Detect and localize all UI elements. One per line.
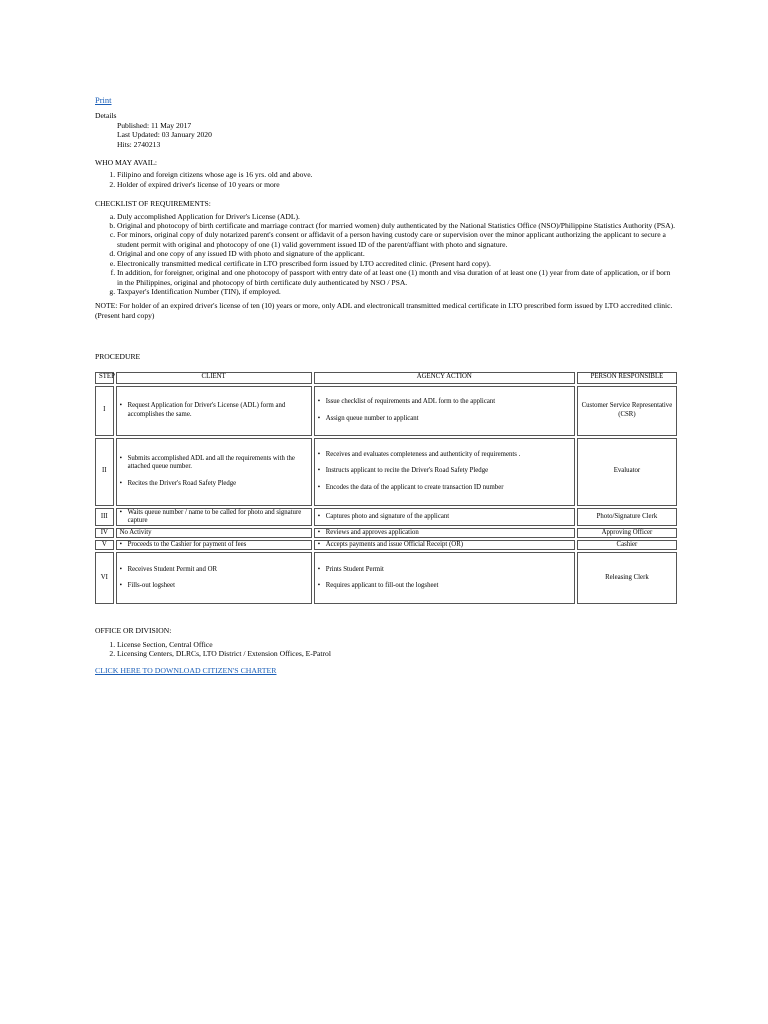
client-action: • Waits queue number / name to be called for photo and signature capture xyxy=(120,509,308,525)
agency-action: • Instructs applicant to recite the Driver's Road Safety Pledge xyxy=(318,467,571,475)
agency-cell xyxy=(314,528,575,538)
download-charter-link[interactable]: CLICK HERE TO DOWNLOAD CITIZEN'S CHARTER xyxy=(95,665,277,675)
client-action: • Proceeds to the Cashier for payment of fees xyxy=(120,541,308,549)
procedure-heading: PROCEDURE xyxy=(95,352,141,362)
list-item: g. Taxpayer's Identification Number (TIN), if employed. xyxy=(117,287,678,296)
print-link[interactable]: Print xyxy=(95,95,112,105)
step-cell: I xyxy=(95,386,114,436)
client-cell xyxy=(116,438,312,506)
step-cell: III xyxy=(95,508,114,526)
step-cell: VI xyxy=(95,552,114,604)
step-cell: V xyxy=(95,540,114,550)
agency-cell xyxy=(314,438,575,506)
client-cell xyxy=(116,386,312,436)
table-row xyxy=(95,528,677,538)
client-action: • Receives Student Permit and OR xyxy=(120,566,308,574)
person-cell: Photo/Signature Clerk xyxy=(577,508,677,526)
published-date: Published: 11 May 2017 xyxy=(117,120,192,130)
person-cell: Evaluator xyxy=(577,438,677,506)
table-row xyxy=(95,386,677,436)
agency-cell xyxy=(314,508,575,526)
column-header-client: CLIENT xyxy=(116,372,312,384)
list-item: 1. Filipino and foreign citizens whose age is 16 yrs. old and above. xyxy=(117,170,678,179)
list-item: a. Duly accomplished Application for Driver's License (ADL). xyxy=(117,212,678,221)
list-item: 1. License Section, Central Office xyxy=(117,640,678,649)
who-may-avail-list xyxy=(95,170,678,189)
checklist-heading: CHECKLIST OF REQUIREMENTS: xyxy=(95,199,211,209)
agency-action: • Captures photo and signature of the applicant xyxy=(318,513,571,521)
agency-action: • Reviews and approves application xyxy=(318,529,571,537)
agency-action: • Issue checklist of requirements and ADL form to the applicant xyxy=(318,398,571,406)
person-cell: Cashier xyxy=(577,540,677,550)
details-heading: Details xyxy=(95,111,117,121)
list-item: d. Original and one copy of any issued ID with photo and signature of the applicant. xyxy=(117,249,678,258)
agency-cell xyxy=(314,386,575,436)
list-item: e. Electronically transmitted medical certificate in LTO prescribed form issued by LTO accredited clinic. (Present hard copy). xyxy=(117,259,678,268)
step-cell: II xyxy=(95,438,114,506)
table-row xyxy=(95,438,677,506)
who-may-avail-heading: WHO MAY AVAIL: xyxy=(95,158,158,168)
table-row xyxy=(95,508,677,526)
table-row xyxy=(95,540,677,550)
list-item: 2. Holder of expired driver's license of 10 years or more xyxy=(117,180,678,189)
table-header-row xyxy=(95,372,677,384)
agency-cell xyxy=(314,540,575,550)
person-cell: Releasing Clerk xyxy=(577,552,677,604)
list-item: b. Original and photocopy of birth certificate and marriage contract (for married women) duly authenticated by the National Statistics Office (NSO)/Philippine Statistics Authority (PSA). xyxy=(117,221,678,230)
person-cell: Approving Officer xyxy=(577,528,677,538)
client-cell xyxy=(116,508,312,526)
office-heading: OFFICE OR DIVISION: xyxy=(95,626,172,636)
client-action: • Recites the Driver's Road Safety Pledge xyxy=(120,480,308,488)
agency-action: • Receives and evaluates completeness and authenticity of requirements . xyxy=(318,451,571,459)
client-action: • Request Application for Driver's License (ADL) form and accomplishes the same. xyxy=(120,402,308,418)
details-list xyxy=(117,121,678,149)
list-item: f. In addition, for foreigner, original and one photocopy of passport with entry date of at least one (1) month and visa duration of at least one (1) year from date of application, or if born in the Philippines, original and photocopy of birth certificate duly authenticated by NSO / PSA. xyxy=(117,268,678,287)
office-list xyxy=(95,640,678,659)
column-header-agency-action: AGENCY ACTION xyxy=(314,372,575,384)
agency-action: • Assign queue number to applicant xyxy=(318,415,571,423)
agency-cell xyxy=(314,552,575,604)
table-row xyxy=(95,552,677,604)
last-updated-date: Last Updated: 03 January 2020 xyxy=(117,130,212,140)
hits-count: Hits: 2740213 xyxy=(117,139,161,149)
column-header-person-responsible: PERSON RESPONSIBLE xyxy=(577,372,677,384)
procedure-table xyxy=(93,370,679,607)
agency-action: • Requires applicant to fill-out the logsheet xyxy=(318,582,571,590)
client-cell xyxy=(116,540,312,550)
list-item: c. For minors, original copy of duly notarized parent's consent or affidavit of a person having custody care or supervision over the minor applicant authorizing the applicant to secure a student permit with original and photocopy of one (1) valid government issued ID of the parent/affiant with photo and signature. xyxy=(117,230,678,249)
checklist-list xyxy=(95,212,678,297)
step-cell: IV xyxy=(95,528,114,538)
column-header-step: STEP xyxy=(95,372,114,384)
client-cell: No Activity xyxy=(116,528,312,538)
client-action: • Fills-out logsheet xyxy=(120,582,308,590)
client-cell xyxy=(116,552,312,604)
person-cell: Customer Service Representative (CSR) xyxy=(577,386,677,436)
details-block xyxy=(95,111,678,149)
agency-action: • Prints Student Permit xyxy=(318,566,571,574)
agency-action: • Encodes the data of the applicant to create transaction ID number xyxy=(318,484,571,492)
client-action: • Submits accomplished ADL and all the requirements with the attached queue number. xyxy=(120,455,308,471)
agency-action: • Accepts payments and issue Official Receipt (OR) xyxy=(318,541,571,549)
note-text: NOTE: For holder of an expired driver's license of ten (10) years or more, only ADL and electronicall transmitted medical certificate in LTO prescribed form issued by LTO accredited clinic. (Present hard copy) xyxy=(95,301,673,320)
document-page xyxy=(95,96,678,675)
list-item: 2. Licensing Centers, DLRCs, LTO District / Extension Offices, E-Patrol xyxy=(117,649,678,658)
